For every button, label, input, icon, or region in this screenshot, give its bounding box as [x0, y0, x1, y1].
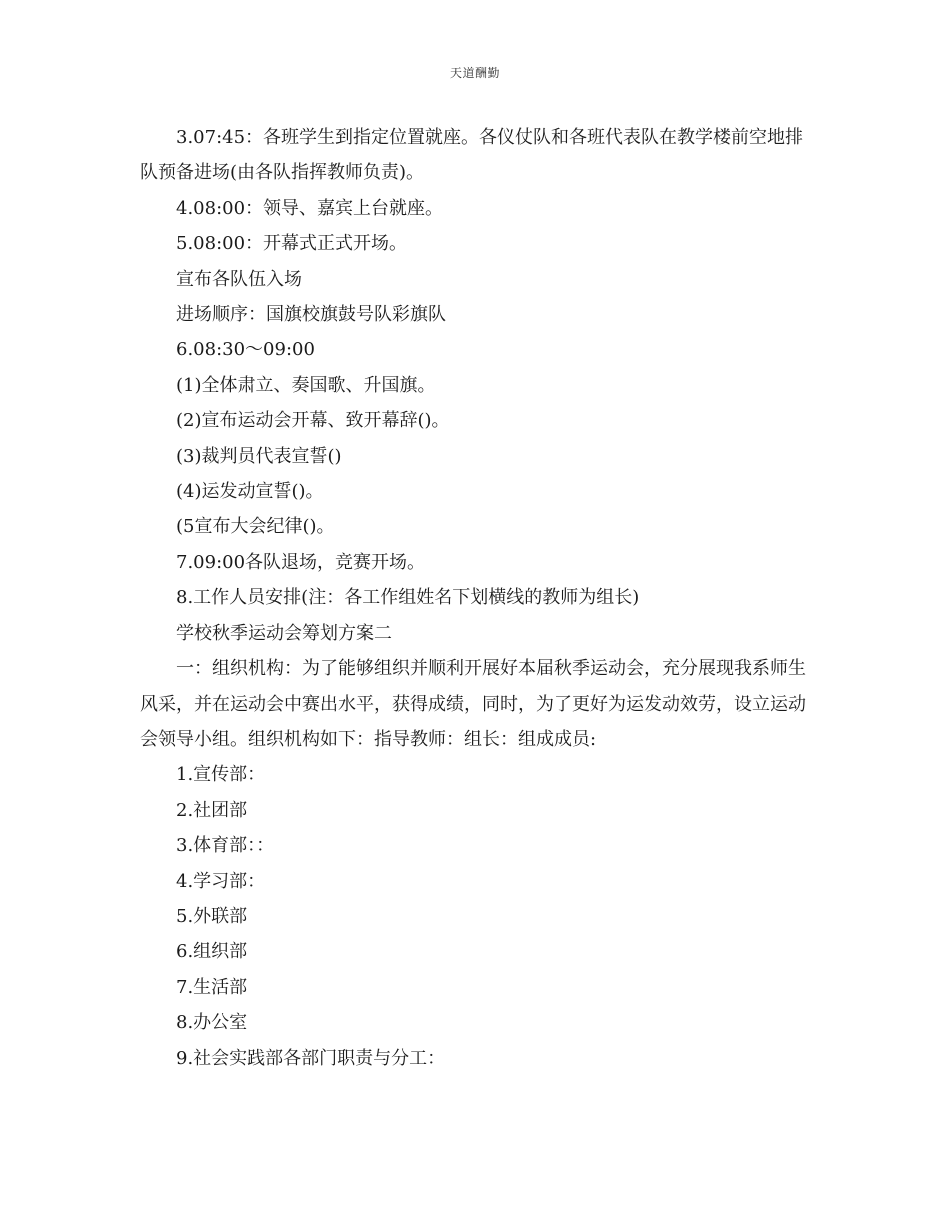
paragraph: 4.08:00：领导、嘉宾上台就座。 — [176, 197, 444, 219]
paragraph: 7.09:00各队退场，竞赛开场。 — [176, 551, 426, 573]
paragraph: 宣布各队伍入场 — [176, 268, 302, 290]
list-item: 2.社团部 — [176, 799, 248, 821]
paragraph: (3)裁判员代表宣誓() — [176, 445, 342, 467]
paragraph: 8.工作人员安排(注：各工作组姓名下划横线的教师为组长) — [176, 587, 640, 609]
paragraph: 进场顺序：国旗校旗鼓号队彩旗队 — [176, 304, 446, 326]
paragraph: (5宣布大会纪律()。 — [176, 516, 335, 538]
list-item: 6.组织部 — [176, 941, 248, 963]
list-item: 5.外联部 — [176, 905, 248, 927]
section-title: 学校秋季运动会筹划方案二 — [176, 622, 392, 644]
list-item: 4.学习部： — [176, 870, 266, 892]
list-item: 7.生活部 — [176, 976, 248, 998]
paragraph: 3.07:45：各班学生到指定位置就座。各仪仗队和各班代表队在教学楼前空地排队预备进场(由各队指挥教师负责)。 — [140, 127, 804, 184]
list-item: 3.体育部：： — [176, 835, 275, 857]
paragraph: (2)宣布运动会开幕、致开幕辞()。 — [176, 410, 450, 432]
page-header: 天道酬勤 — [449, 66, 500, 80]
paragraph: (4)运发动宣誓()。 — [176, 481, 324, 503]
paragraph: 一：组织机构：为了能够组织并顺利开展好本届秋季运动会，充分展现我系师生风采，并在运动会中赛出水平，获得成绩，同时，为了更好为运发动效劳，设立运动会领导小组。组织机构如下：指导教师：组长：组成成员: — [140, 658, 806, 750]
paragraph: 5.08:00：开幕式正式开场。 — [176, 233, 408, 255]
paragraph: (1)全体肃立、奏国歌、升国旗。 — [176, 374, 436, 396]
paragraph: 6.08:30～09:00 — [176, 339, 315, 361]
document-body — [140, 120, 816, 1076]
list-item: 1.宣传部： — [176, 764, 266, 786]
list-item: 9.社会实践部各部门职责与分工： — [176, 1047, 446, 1069]
list-item: 8.办公室 — [176, 1012, 248, 1034]
